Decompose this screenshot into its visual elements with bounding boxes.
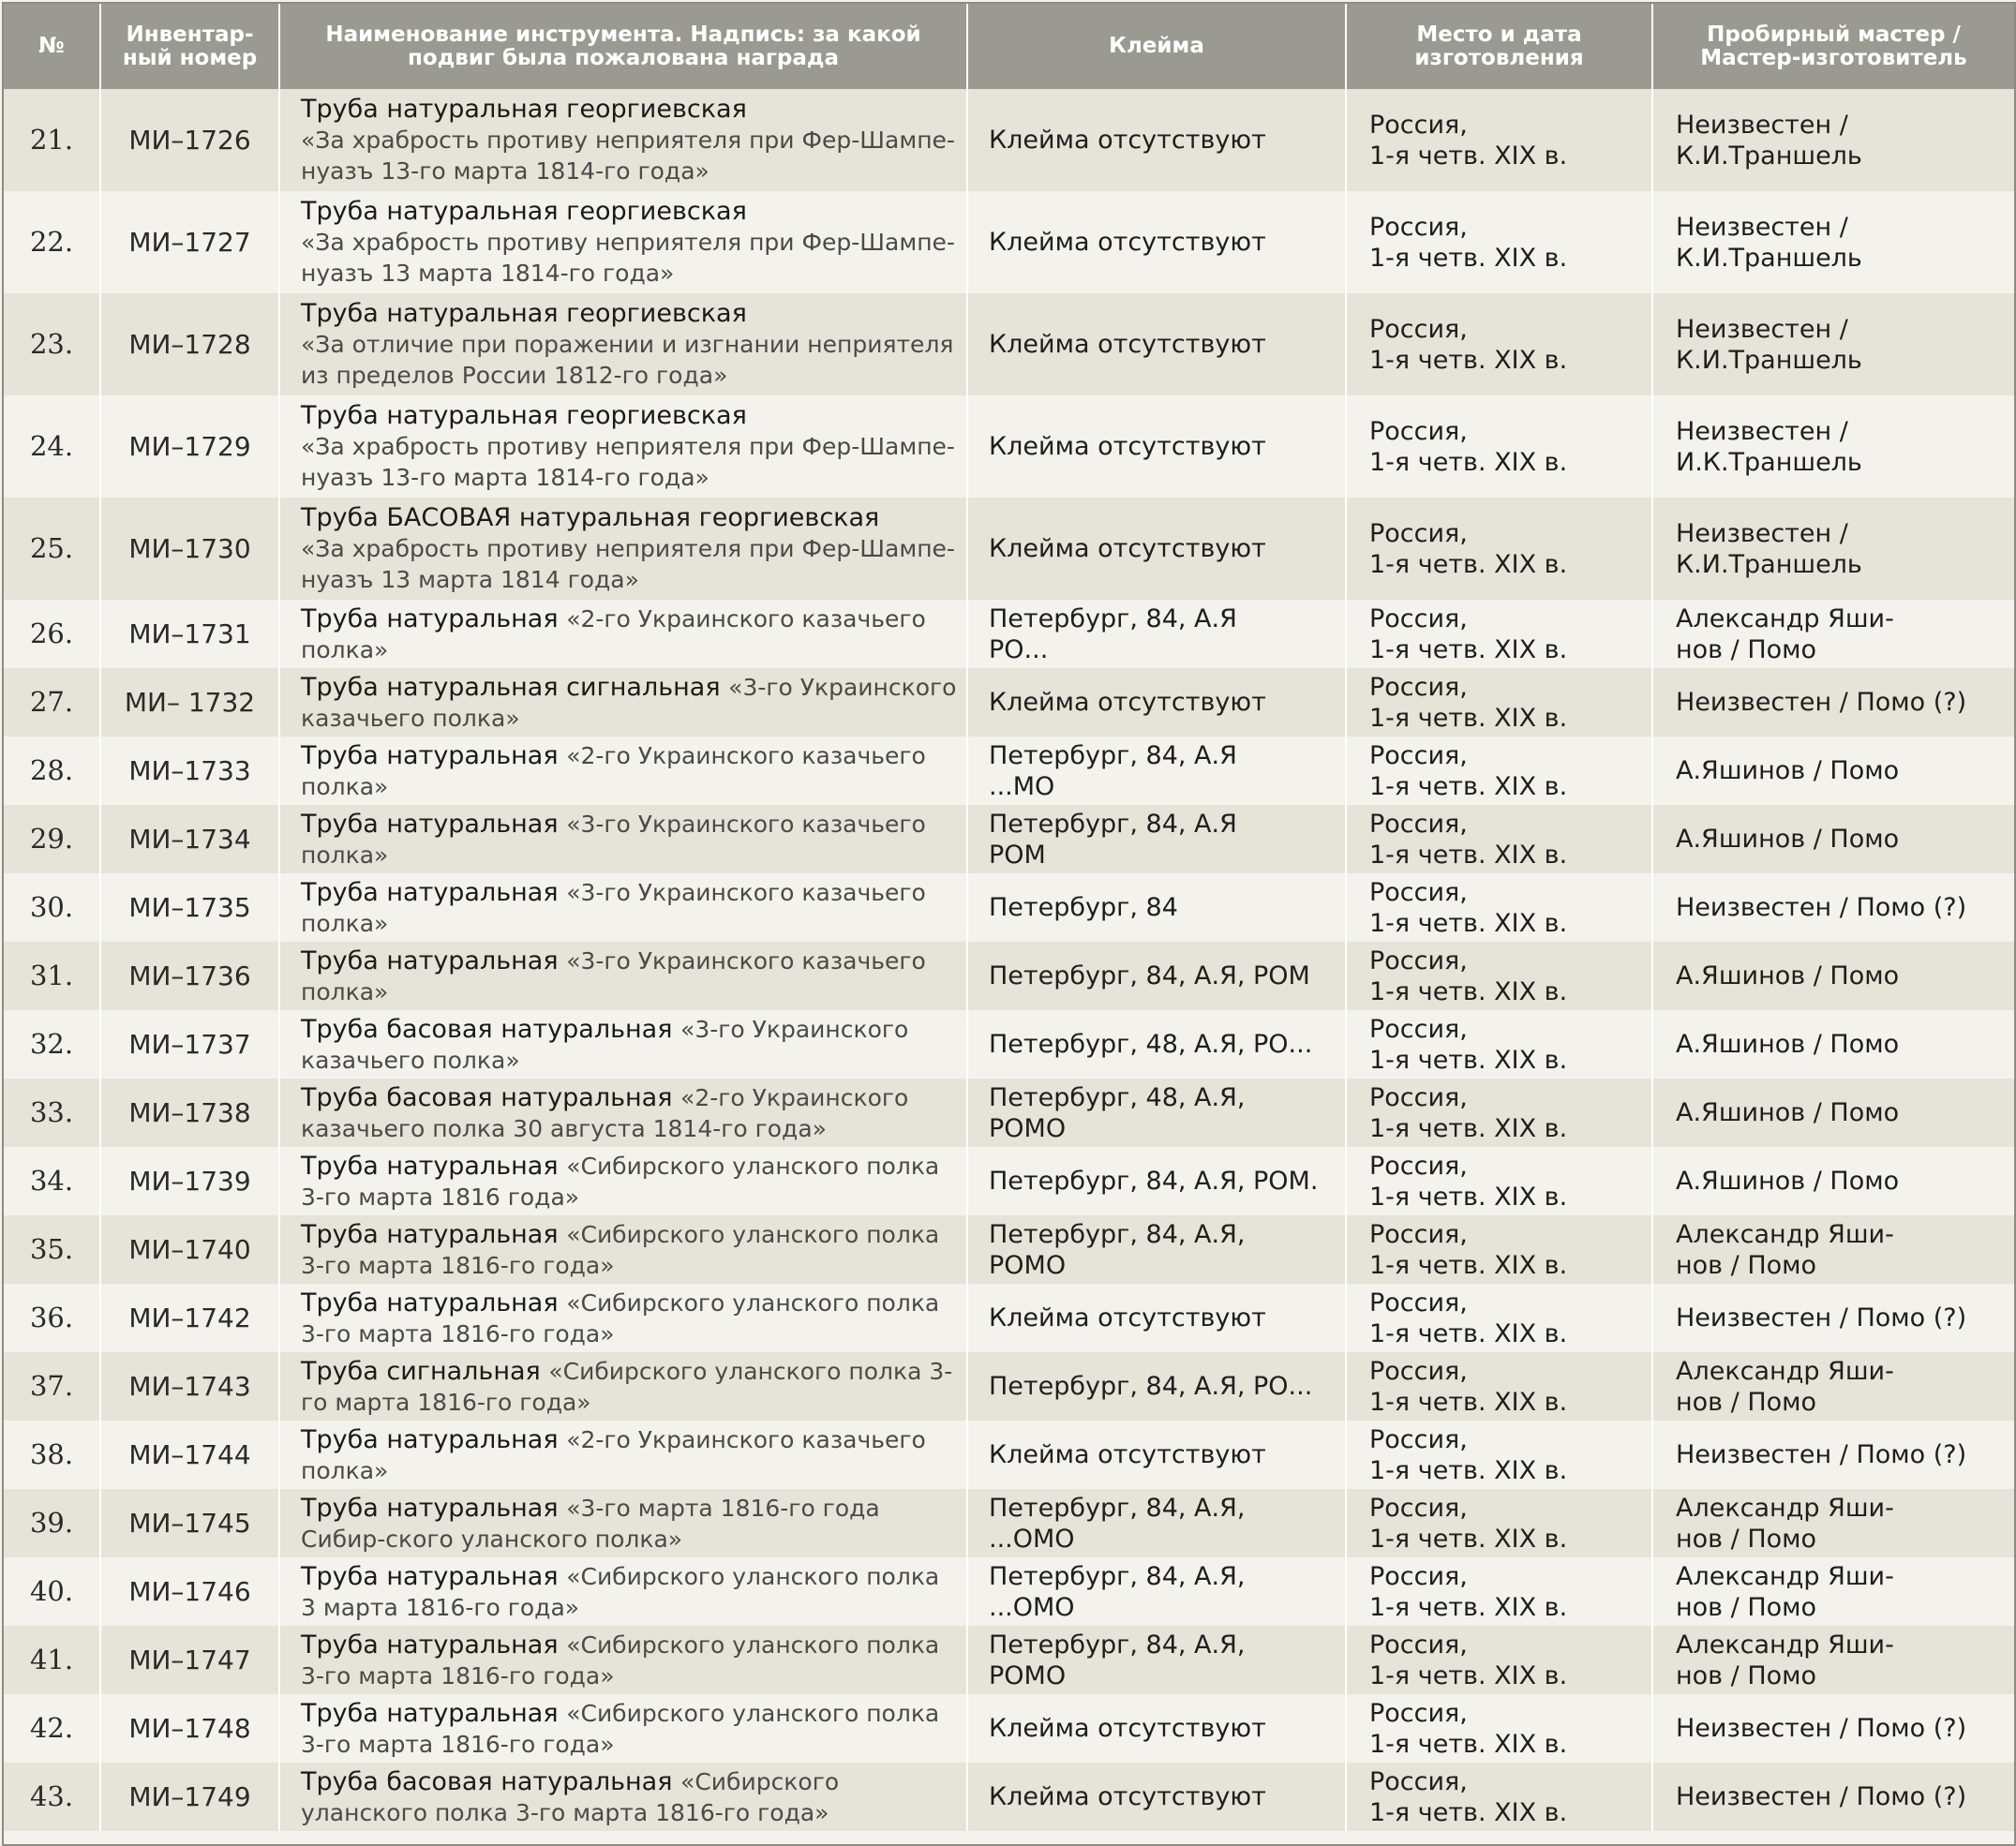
inventory-number: МИ–1745 (100, 1489, 279, 1557)
table-row (4, 498, 2014, 600)
marks-cell: Клейма отсутствуют (967, 498, 1346, 600)
table-row (4, 1079, 2014, 1147)
instrument-cell (279, 1489, 967, 1557)
master-cell: Александр Яши- нов / Помо (1652, 1489, 2014, 1557)
master-cell: Неизвестен / К.И.Траншель (1652, 191, 2014, 293)
row-number: 23. (29, 328, 74, 360)
header-place-date: Место и дата изготовления (1346, 4, 1652, 89)
inventory-number: МИ–1735 (100, 873, 279, 942)
table-row (4, 1284, 2014, 1352)
marks-cell: Петербург, 84, А.Я, ...ОМО (967, 1489, 1346, 1557)
inventory-number: МИ–1728 (100, 293, 279, 395)
instrument-inscription: «2-го Украинского казачьего полка» (301, 741, 926, 800)
inventory-number: МИ–1740 (100, 1215, 279, 1284)
instrument-inscription: «Сибирского уланского полка 3-го марта 1816-го года» (301, 1630, 940, 1690)
place-date-cell: Россия, 1-я четв. XIX в. (1346, 395, 1652, 498)
row-number: 22. (29, 226, 74, 258)
marks-cell: Петербург, 48, А.Я, РОМО (967, 1079, 1346, 1147)
instrument-inscription: «За отличие при поражении и изгнании неприятеля из пределов России 1812-го года» (301, 331, 954, 389)
instrument-inscription: «За храбрость противу неприятеля при Фер-Шампе-нуазъ 13-го марта 1814-го года» (301, 127, 955, 185)
master-cell: А.Яшинов / Помо (1652, 1147, 2014, 1215)
instrument-inscription: «3-го Украинского казачьего полка» (301, 946, 926, 1005)
table-row (4, 805, 2014, 873)
header-inventory-number: Инвентар- ный номер (100, 4, 279, 89)
instrument-cell (279, 1421, 967, 1489)
instrument-name: Труба сигнальная (301, 1356, 541, 1386)
row-number: 40. (29, 1575, 74, 1607)
row-number: 29. (29, 823, 74, 855)
inventory-number: МИ–1727 (100, 191, 279, 293)
instrument-name: Труба натуральная (301, 1424, 559, 1454)
master-cell: Неизвестен / Помо (?) (1652, 873, 2014, 942)
table-row (4, 1215, 2014, 1284)
instrument-cell (279, 498, 967, 600)
instrument-name: Труба басовая натуральная (301, 1014, 673, 1044)
marks-cell: Петербург, 84, А.Я РОМ (967, 805, 1346, 873)
inventory-number: МИ–1748 (100, 1694, 279, 1763)
master-cell: Александр Яши- нов / Помо (1652, 1626, 2014, 1694)
catalog-table-frame (2, 2, 2016, 1846)
inventory-number: МИ–1739 (100, 1147, 279, 1215)
row-number: 43. (29, 1780, 74, 1812)
row-number: 36. (29, 1302, 74, 1333)
master-cell: Неизвестен / Помо (?) (1652, 1284, 2014, 1352)
header-marks: Клейма (967, 4, 1346, 89)
marks-cell: Клейма отсутствуют (967, 1421, 1346, 1489)
instrument-inscription: «За храбрость противу неприятеля при Фер-Шампе-нуазъ 13 марта 1814-го года» (301, 229, 955, 287)
inventory-number: МИ–1738 (100, 1079, 279, 1147)
instrument-inscription: «2-го Украинского казачьего полка» (301, 1425, 926, 1484)
place-date-cell: Россия, 1-я четв. XIX в. (1346, 1147, 1652, 1215)
place-date-cell: Россия, 1-я четв. XIX в. (1346, 293, 1652, 395)
instrument-inscription: «За храбрость противу неприятеля при Фер-Шампе-нуазъ 13 марта 1814 года» (301, 535, 955, 593)
instrument-cell (279, 1284, 967, 1352)
table-row (4, 1147, 2014, 1215)
place-date-cell: Россия, 1-я четв. XIX в. (1346, 600, 1652, 668)
row-number: 37. (29, 1370, 74, 1402)
place-date-cell: Россия, 1-я четв. XIX в. (1346, 873, 1652, 942)
instrument-cell (279, 1763, 967, 1831)
instrument-inscription: «Сибирского уланского полка 3-го марта 1816-го года» (301, 1220, 940, 1279)
table-row (4, 1763, 2014, 1831)
instrument-cell (279, 873, 967, 942)
instrument-inscription: «Сибирского уланского полка 3-го марта 1816-го года» (301, 1767, 840, 1826)
inventory-number: МИ–1736 (100, 942, 279, 1010)
instrument-name: Труба басовая натуральная (301, 1082, 673, 1112)
table-row (4, 1489, 2014, 1557)
instrument-inscription: «3-го Украинского казачьего полка» (301, 810, 926, 869)
instrument-name: Труба натуральная (301, 1219, 559, 1249)
instrument-name: Труба басовая натуральная (301, 1766, 673, 1796)
inventory-number: МИ–1743 (100, 1352, 279, 1421)
master-cell: А.Яшинов / Помо (1652, 1010, 2014, 1079)
table-row (4, 942, 2014, 1010)
master-cell: Неизвестен / Помо (?) (1652, 1421, 2014, 1489)
place-date-cell: Россия, 1-я четв. XIX в. (1346, 1694, 1652, 1763)
master-cell: Александр Яши- нов / Помо (1652, 1557, 2014, 1626)
instrument-cell (279, 293, 967, 395)
table-row (4, 293, 2014, 395)
instrument-name: Труба натуральная (301, 740, 559, 770)
marks-cell: Петербург, 84, А.Я, РОМ. (967, 1147, 1346, 1215)
inventory-number: МИ–1744 (100, 1421, 279, 1489)
instrument-name: Труба натуральная (301, 1698, 559, 1728)
marks-cell: Петербург, 84, А.Я, РОМО (967, 1215, 1346, 1284)
instruments-table (4, 4, 2014, 1831)
marks-cell: Петербург, 48, А.Я, РО... (967, 1010, 1346, 1079)
row-number: 39. (29, 1507, 74, 1539)
inventory-number: МИ–1734 (100, 805, 279, 873)
place-date-cell: Россия, 1-я четв. XIX в. (1346, 805, 1652, 873)
place-date-cell: Россия, 1-я четв. XIX в. (1346, 1215, 1652, 1284)
table-row (4, 873, 2014, 942)
master-cell: А.Яшинов / Помо (1652, 737, 2014, 805)
master-cell: Неизвестен / Помо (?) (1652, 668, 2014, 737)
instrument-inscription: «3-го Украинского казачьего полка» (301, 878, 926, 937)
instrument-cell (279, 1694, 967, 1763)
row-number: 32. (29, 1028, 74, 1060)
marks-cell: Клейма отсутствуют (967, 668, 1346, 737)
instrument-cell (279, 191, 967, 293)
inventory-number: МИ–1749 (100, 1763, 279, 1831)
instrument-name: Труба натуральная (301, 1288, 559, 1318)
table-row (4, 1694, 2014, 1763)
marks-cell: Петербург, 84, А.Я, РОМ (967, 942, 1346, 1010)
instrument-inscription: «Сибирского уланского полка 3-го марта 1816-го года» (301, 1699, 940, 1758)
instrument-name: Труба натуральная (301, 1493, 559, 1523)
table-row (4, 600, 2014, 668)
place-date-cell: Россия, 1-я четв. XIX в. (1346, 498, 1652, 600)
row-number: 34. (29, 1165, 74, 1197)
instrument-name: Труба натуральная сигнальная (301, 672, 721, 702)
row-number: 26. (29, 618, 74, 649)
header-number: № (4, 4, 100, 89)
instrument-name: Труба натуральная (301, 603, 559, 633)
marks-cell: Петербург, 84, А.Я ...МО (967, 737, 1346, 805)
place-date-cell: Россия, 1-я четв. XIX в. (1346, 1489, 1652, 1557)
instrument-name: Труба натуральная георгиевская (301, 299, 747, 328)
instrument-cell (279, 668, 967, 737)
instrument-name: Труба натуральная (301, 945, 559, 975)
instrument-name: Труба БАСОВАЯ натуральная георгиевская (301, 503, 880, 532)
master-cell: Неизвестен / Помо (?) (1652, 1763, 2014, 1831)
instrument-cell (279, 737, 967, 805)
instrument-name: Труба натуральная (301, 809, 559, 839)
instrument-inscription: «3-го марта 1816-го года Сибир-ского уланского полка» (301, 1494, 880, 1553)
instrument-cell (279, 89, 967, 191)
instrument-cell (279, 1626, 967, 1694)
marks-cell: Петербург, 84, А.Я, ...ОМО (967, 1557, 1346, 1626)
header-master: Пробирный мастер / Мастер-изготовитель (1652, 4, 2014, 89)
place-date-cell: Россия, 1-я четв. XIX в. (1346, 191, 1652, 293)
marks-cell: Клейма отсутствуют (967, 1763, 1346, 1831)
table-row (4, 1010, 2014, 1079)
instrument-inscription: «3-го Украинского казачьего полка» (301, 1015, 909, 1074)
table-row (4, 395, 2014, 498)
instrument-cell (279, 1215, 967, 1284)
place-date-cell: Россия, 1-я четв. XIX в. (1346, 1079, 1652, 1147)
inventory-number: МИ–1746 (100, 1557, 279, 1626)
instrument-name: Труба натуральная (301, 1151, 559, 1181)
master-cell: Неизвестен / К.И.Траншель (1652, 498, 2014, 600)
table-row (4, 1626, 2014, 1694)
row-number: 27. (29, 686, 74, 718)
marks-cell: Клейма отсутствуют (967, 293, 1346, 395)
row-number: 41. (29, 1644, 74, 1675)
instrument-cell (279, 805, 967, 873)
instrument-name: Труба натуральная георгиевская (301, 401, 747, 430)
master-cell: Неизвестен / Помо (?) (1652, 1694, 2014, 1763)
instrument-cell (279, 942, 967, 1010)
marks-cell: Клейма отсутствуют (967, 191, 1346, 293)
row-number: 30. (29, 891, 74, 923)
instrument-inscription: «2-го Украинского казачьего полка 30 августа 1814-го года» (301, 1083, 909, 1142)
place-date-cell: Россия, 1-я четв. XIX в. (1346, 1626, 1652, 1694)
instrument-inscription: «Сибирского уланского полка 3-го марта 1816-го года» (301, 1288, 940, 1347)
master-cell: А.Яшинов / Помо (1652, 1079, 2014, 1147)
instrument-inscription: «Сибирского уланского полка 3-го марта 1816-го года» (301, 1357, 953, 1416)
place-date-cell: Россия, 1-я четв. XIX в. (1346, 89, 1652, 191)
place-date-cell: Россия, 1-я четв. XIX в. (1346, 1421, 1652, 1489)
instrument-cell (279, 1147, 967, 1215)
instrument-inscription: «Сибирского уланского полка 3-го марта 1816 года» (301, 1152, 940, 1211)
master-cell: Неизвестен / К.И.Траншель (1652, 293, 2014, 395)
row-number: 25. (29, 532, 74, 564)
instrument-name: Труба натуральная (301, 1630, 559, 1660)
row-number: 42. (29, 1712, 74, 1744)
marks-cell: Клейма отсутствуют (967, 1284, 1346, 1352)
inventory-number: МИ–1726 (100, 89, 279, 191)
table-row (4, 1352, 2014, 1421)
inventory-number: МИ–1729 (100, 395, 279, 498)
instrument-inscription: «2-го Украинского казачьего полка» (301, 604, 926, 663)
marks-cell: Клейма отсутствуют (967, 89, 1346, 191)
place-date-cell: Россия, 1-я четв. XIX в. (1346, 1284, 1652, 1352)
master-cell: А.Яшинов / Помо (1652, 805, 2014, 873)
place-date-cell: Россия, 1-я четв. XIX в. (1346, 668, 1652, 737)
master-cell: Александр Яши- нов / Помо (1652, 1352, 2014, 1421)
table-row (4, 1557, 2014, 1626)
table-body (4, 89, 2014, 1831)
master-cell: Неизвестен / И.К.Траншель (1652, 395, 2014, 498)
marks-cell: Петербург, 84, А.Я, РО... (967, 1352, 1346, 1421)
inventory-number: МИ–1742 (100, 1284, 279, 1352)
instrument-name: Труба натуральная георгиевская (301, 95, 747, 124)
row-number: 28. (29, 754, 74, 786)
place-date-cell: Россия, 1-я четв. XIX в. (1346, 1010, 1652, 1079)
table-row (4, 737, 2014, 805)
marks-cell: Петербург, 84 (967, 873, 1346, 942)
master-cell: А.Яшинов / Помо (1652, 942, 2014, 1010)
master-cell: Александр Яши- нов / Помо (1652, 600, 2014, 668)
instrument-inscription: «Сибирского уланского полка 3 марта 1816-го года» (301, 1562, 940, 1621)
table-row (4, 191, 2014, 293)
inventory-number: МИ–1730 (100, 498, 279, 600)
row-number: 33. (29, 1096, 74, 1128)
inventory-number: МИ– 1732 (100, 668, 279, 737)
marks-cell: Петербург, 84, А.Я, РОМО (967, 1626, 1346, 1694)
instrument-inscription: «3-го Украинского казачьего полка» (301, 673, 957, 732)
master-cell: Александр Яши- нов / Помо (1652, 1215, 2014, 1284)
inventory-number: МИ–1737 (100, 1010, 279, 1079)
instrument-cell (279, 1352, 967, 1421)
table-row (4, 89, 2014, 191)
inventory-number: МИ–1731 (100, 600, 279, 668)
table-header-row (4, 4, 2014, 89)
table-row (4, 1421, 2014, 1489)
instrument-name: Труба натуральная георгиевская (301, 197, 747, 226)
instrument-cell (279, 1557, 967, 1626)
instrument-cell (279, 1010, 967, 1079)
place-date-cell: Россия, 1-я четв. XIX в. (1346, 737, 1652, 805)
master-cell: Неизвестен / К.И.Траншель (1652, 89, 2014, 191)
instrument-name: Труба натуральная (301, 1561, 559, 1591)
instrument-cell (279, 600, 967, 668)
marks-cell: Петербург, 84, А.Я РО... (967, 600, 1346, 668)
row-number: 31. (29, 960, 74, 991)
inventory-number: МИ–1747 (100, 1626, 279, 1694)
place-date-cell: Россия, 1-я четв. XIX в. (1346, 1557, 1652, 1626)
instrument-cell (279, 1079, 967, 1147)
instrument-cell (279, 395, 967, 498)
table-row (4, 668, 2014, 737)
place-date-cell: Россия, 1-я четв. XIX в. (1346, 1763, 1652, 1831)
header-instrument-name: Наименование инструмента. Надпись: за какой подвиг была пожалована награда (279, 4, 967, 89)
place-date-cell: Россия, 1-я четв. XIX в. (1346, 1352, 1652, 1421)
row-number: 38. (29, 1438, 74, 1470)
place-date-cell: Россия, 1-я четв. XIX в. (1346, 942, 1652, 1010)
inventory-number: МИ–1733 (100, 737, 279, 805)
row-number: 24. (29, 430, 74, 462)
row-number: 35. (29, 1233, 74, 1265)
marks-cell: Клейма отсутствуют (967, 395, 1346, 498)
instrument-name: Труба натуральная (301, 877, 559, 907)
marks-cell: Клейма отсутствуют (967, 1694, 1346, 1763)
instrument-inscription: «За храбрость противу неприятеля при Фер-Шампе-нуазъ 13-го марта 1814-го года» (301, 433, 955, 491)
row-number: 21. (29, 124, 74, 156)
